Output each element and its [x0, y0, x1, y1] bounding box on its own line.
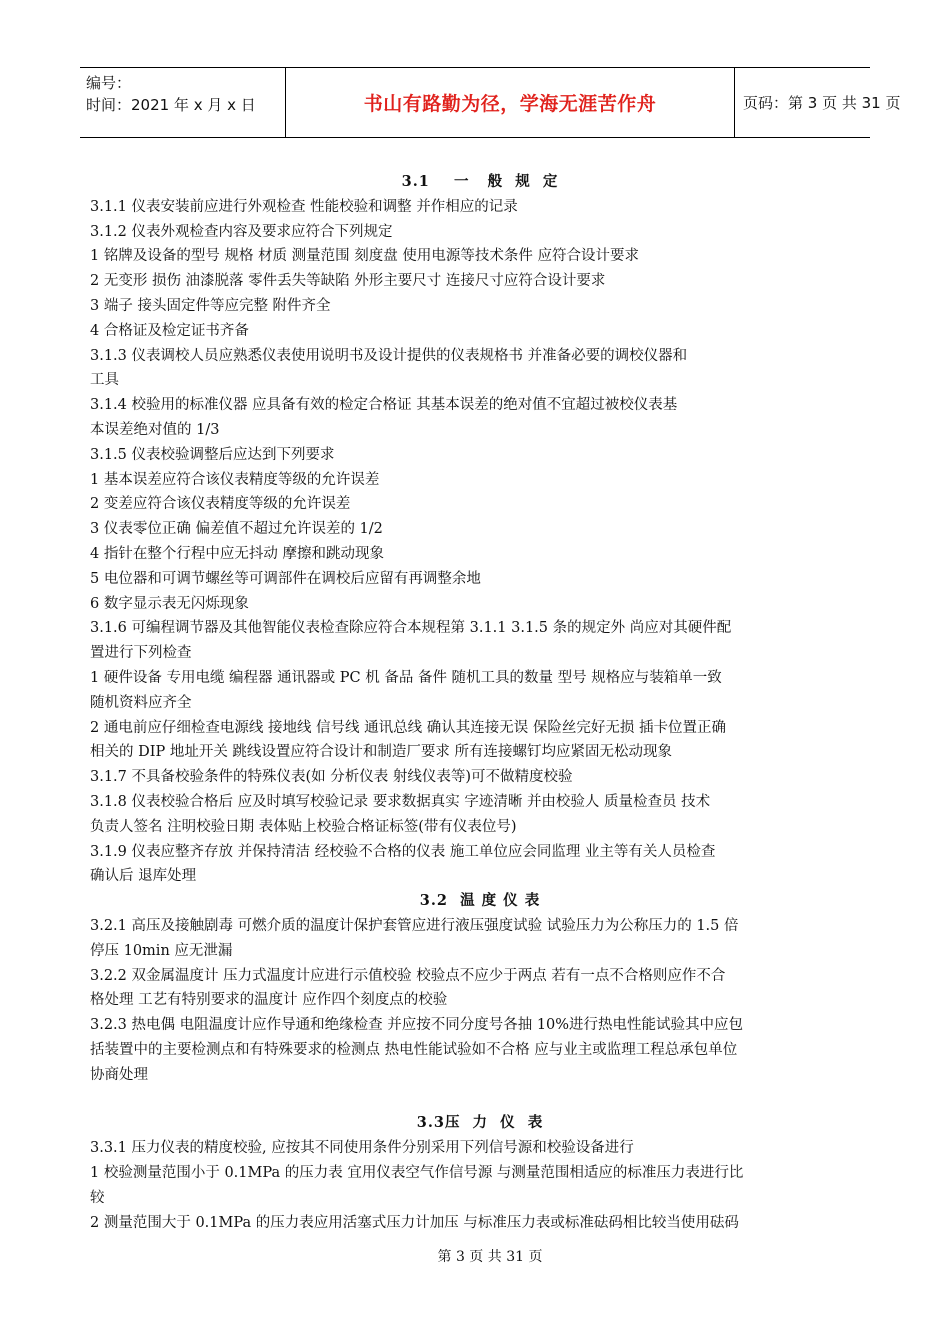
text-line: 确认后 退库处理 — [90, 868, 197, 885]
text-line: 本误差绝对值的 1/3 — [90, 421, 220, 438]
text-line: 停压 10min 应无泄漏 — [90, 942, 233, 959]
text-line: 3.1.5 仪表校验调整后应达到下列要求 — [90, 446, 335, 463]
text-line: 3.3.1 压力仪表的精度校验, 应按其不同使用条件分别采用下列信号源和校验设备进行 — [90, 1140, 634, 1157]
header-motto-cell — [285, 68, 735, 137]
text-line: 相关的 DIP 地址开关 跳线设置应符合设计和制造厂要求 所有连接螺钉均应紧固无松动现象 — [90, 744, 673, 761]
header-page-number: 页码：第 3 页 共 31 页 — [743, 93, 901, 112]
text-line: 4 合格证及检定证书齐备 — [90, 322, 249, 339]
text-line: 1 铭牌及设备的型号 规格 材质 测量范围 刻度盘 使用电源等技术条件 应符合设计要求 — [90, 248, 639, 265]
text-line: 格处理 工艺有特别要求的温度计 应作四个刻度点的校验 — [90, 992, 448, 1009]
text-line: 3.1.7 不具备校验条件的特殊仪表(如 分析仪表 射线仪表等)可不做精度校验 — [90, 769, 573, 786]
text-line: 1 校验测量范围小于 0.1MPa 的压力表 宜用仪表空气作信号源 与测量范围相适应的标准压力表进行比 — [90, 1165, 744, 1182]
text-line: 3.1.6 可编程调节器及其他智能仪表检查除应符合本规程第 3.1.1 3.1.5 条的规定外 尚应对其硬件配 — [90, 620, 732, 637]
header-motto: 书山有路勤为径，学海无涯苦作舟 — [363, 93, 657, 115]
text-line: 1 基本误差应符合该仪表精度等级的允许误差 — [90, 471, 380, 488]
text-line: 工具 — [90, 372, 119, 389]
text-line: 3.1.8 仪表校验合格后 应及时填写校验记录 要求数据真实 字迹清晰 并由校验人 质量检查员 技术 — [90, 793, 711, 810]
page-header — [80, 67, 901, 138]
document-date-label: 时间：2021 年 x 月 x 日 — [86, 96, 256, 114]
document-number-label: 编号： — [86, 74, 132, 92]
text-line: 较 — [90, 1189, 105, 1206]
text-line: 3 端子 接头固定件等应完整 附件齐全 — [90, 297, 331, 314]
text-line: 2 通电前应仔细检查电源线 接地线 信号线 通讯总线 确认其连接无误 保险丝完好无损 插卡位置正确 — [90, 719, 726, 736]
document-body — [90, 170, 870, 1235]
text-line: 6 数字显示表无闪烁现象 — [90, 595, 249, 612]
section-heading-3-2: 3.2 温 度 仪 表 — [419, 892, 541, 910]
text-line: 3.1.9 仪表应整齐存放 并保持清洁 经校验不合格的仪表 施工单位应会同监理 业主等有关人员检查 — [90, 843, 716, 860]
section-heading-3-3: 3.3压 力 仪 表 — [416, 1114, 544, 1132]
text-line: 随机资料应齐全 — [90, 694, 192, 711]
text-line: 3.1.1 仪表安装前应进行外观检查 性能校验和调整 并作相应的记录 — [90, 198, 518, 215]
text-line: 负责人签名 注明校验日期 表体贴上校验合格证标签(带有仪表位号) — [90, 818, 517, 835]
section-heading-3-1: 3.1 一 般 规 定 — [401, 173, 559, 190]
text-line: 3.1.3 仪表调校人员应熟悉仪表使用说明书及设计提供的仪表规格书 并准备必要的调校仪器和 — [90, 347, 688, 364]
text-line: 1 硬件设备 专用电缆 编程器 通讯器或 PC 机 备品 备件 随机工具的数量 型号 规格应与装箱单一致 — [90, 669, 722, 686]
text-line: 2 无变形 损伤 油漆脱落 零件丢失等缺陷 外形主要尺寸 连接尺寸应符合设计要求 — [90, 273, 606, 290]
text-line: 2 测量范围大于 0.1MPa 的压力表应用活塞式压力计加压 与标准压力表或标准砝码相比较当使用砝码 — [90, 1214, 739, 1231]
text-line: 4 指针在整个行程中应无抖动 摩擦和跳动现象 — [90, 545, 384, 562]
spacer — [90, 1087, 870, 1111]
text-line: 3 仪表零位正确 偏差值不超过允许误差的 1/2 — [90, 521, 383, 538]
text-line: 3.2.1 高压及接触剧毒 可燃介质的温度计保护套管应进行液压强度试验 试验压力为公称压力的 1.5 倍 — [90, 917, 739, 934]
text-line: 3.1.4 校验用的标准仪器 应具备有效的检定合格证 其基本误差的绝对值不宜超过被校仪表基 — [90, 397, 678, 414]
text-line: 置进行下列检查 — [90, 645, 192, 662]
page-footer: 第 3 页 共 31 页 — [437, 1249, 543, 1265]
text-line: 3.2.3 热电偶 电阻温度计应作导通和绝缘检查 并应按不同分度号各抽 10%进行热电性能试验其中应包 — [90, 1017, 744, 1034]
text-line: 括装置中的主要检测点和有特殊要求的检测点 热电性能试验如不合格 应与业主或监理工程总承包单位 — [90, 1041, 738, 1058]
text-line: 2 变差应符合该仪表精度等级的允许误差 — [90, 496, 351, 513]
text-line: 协商处理 — [90, 1066, 148, 1083]
text-line: 5 电位器和可调节螺丝等可调部件在调校后应留有再调整余地 — [90, 570, 481, 587]
text-line: 3.2.2 双金属温度计 压力式温度计应进行示值校验 校验点不应少于两点 若有一点不合格则应作不合 — [90, 967, 726, 984]
text-line: 3.1.2 仪表外观检查内容及要求应符合下列规定 — [90, 223, 393, 240]
header-page-cell — [735, 68, 901, 137]
header-meta — [80, 68, 285, 137]
